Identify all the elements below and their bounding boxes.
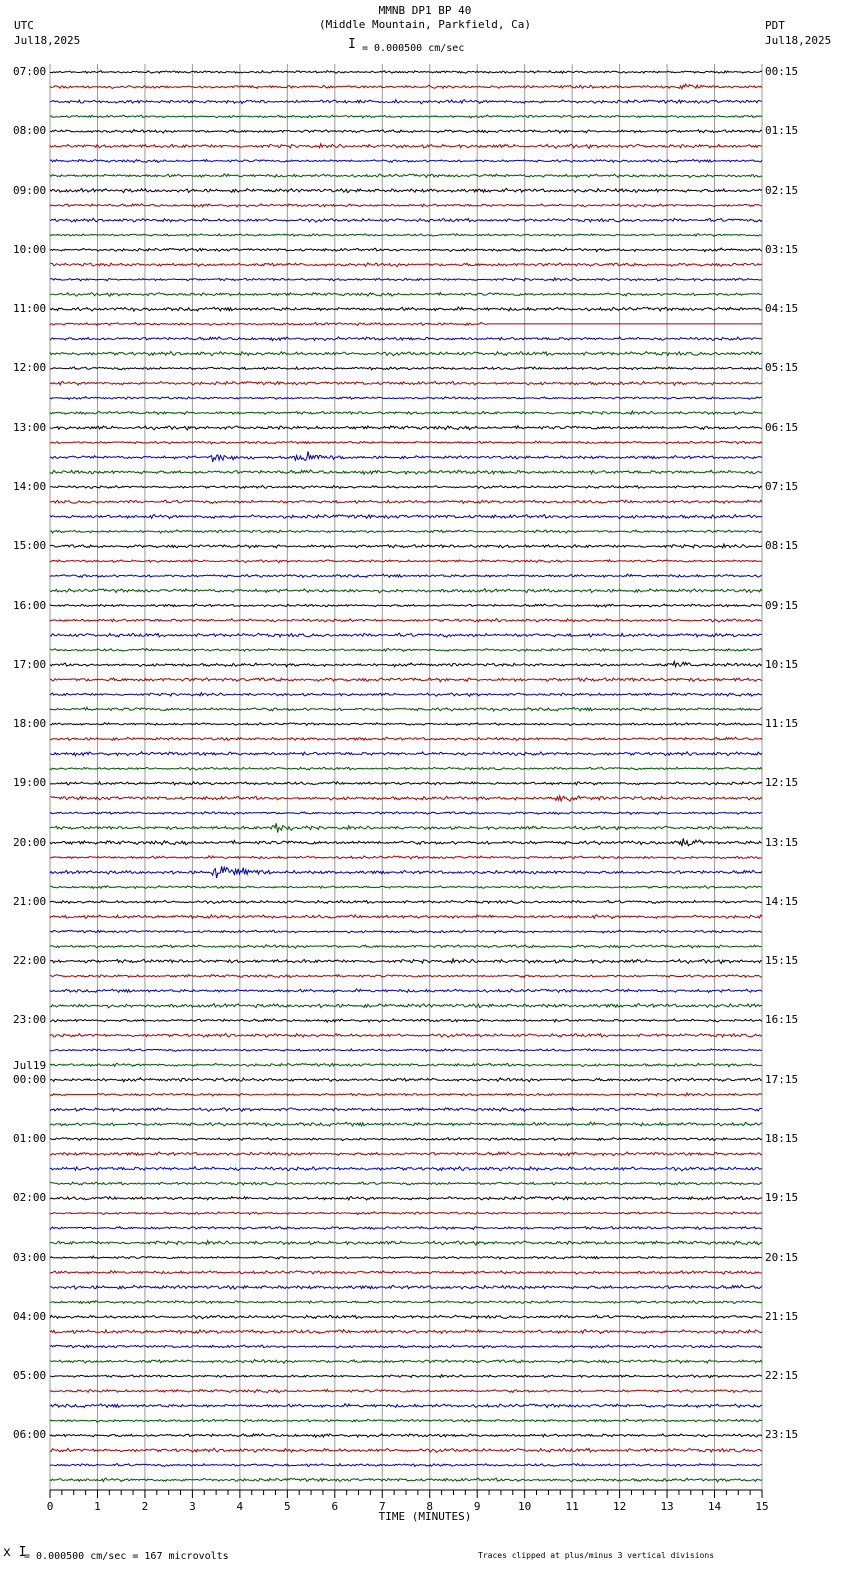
utc-hour-label: 11:00: [13, 302, 47, 316]
clip-note: Traces clipped at plus/minus 3 vertical divisions: [478, 1551, 715, 1560]
x-tick-label: 14: [707, 1500, 722, 1513]
trace-row: [50, 307, 762, 311]
trace-row: [50, 1360, 762, 1364]
utc-hour-label: 09:00: [13, 183, 47, 197]
pdt-hour-label: 08:15: [765, 539, 799, 553]
trace-row: [50, 293, 762, 297]
trace-row: [50, 930, 762, 933]
utc-hour-label: 10:00: [13, 242, 47, 256]
trace-row: [50, 1167, 762, 1171]
trace-row: [50, 130, 762, 134]
trace-row: [50, 263, 762, 267]
trace-row: [50, 1434, 762, 1438]
trace-row: [50, 1448, 762, 1452]
trace-row: [50, 451, 762, 462]
trace-row: [50, 1345, 762, 1348]
utc-hour-label: 16:00: [13, 598, 47, 612]
utc-hour-label: 04:00: [13, 1309, 47, 1323]
utc-hour-label: 08:00: [13, 124, 47, 138]
trace-row: [50, 1122, 762, 1126]
trace-row: [50, 678, 762, 682]
trace-row: [50, 397, 762, 400]
x-tick-label: 1: [94, 1500, 101, 1513]
trace-row: [50, 530, 762, 533]
pdt-hour-label: 20:15: [765, 1250, 799, 1264]
trace-row: [50, 100, 762, 104]
trace-row: [50, 886, 762, 889]
pdt-hour-label: 23:15: [765, 1428, 799, 1442]
trace-row: [50, 470, 762, 474]
x-tick-label: 0: [46, 1500, 54, 1513]
pdt-hour-label: 18:15: [765, 1132, 799, 1146]
trace-row: [50, 1033, 762, 1037]
trace-row: [50, 1478, 762, 1482]
utc-hour-label: 07:00: [13, 65, 47, 78]
utc-hour-label: 23:00: [13, 1013, 47, 1027]
trace-row: [50, 989, 762, 993]
utc-hour-label: 19:00: [13, 776, 47, 790]
utc-hour-label: 15:00: [13, 539, 47, 553]
x-tick-label: 8: [426, 1500, 434, 1513]
trace-row: [50, 500, 762, 504]
trace-row: [50, 1464, 762, 1467]
trace-row: [50, 71, 762, 74]
trace-row: [50, 1330, 762, 1334]
trace-row: [50, 115, 762, 118]
x-tick-label: 7: [378, 1500, 386, 1513]
trace-row: [50, 1152, 762, 1156]
utc-hour-label: 22:00: [13, 954, 47, 968]
trace-row: [50, 959, 762, 964]
pdt-hour-label: 15:15: [765, 954, 799, 968]
trace-row: [50, 1197, 762, 1201]
trace-row: [50, 560, 762, 563]
pdt-hour-label: 02:15: [765, 183, 799, 197]
left-date: Jul18,2025: [14, 34, 81, 47]
trace-row: [50, 515, 762, 519]
left-timezone: UTC: [14, 19, 34, 32]
trace-row: [50, 1108, 762, 1112]
trace-row: [50, 144, 762, 149]
trace-row: [50, 1301, 762, 1304]
pdt-hour-label: 17:15: [765, 1072, 799, 1086]
x-tick-label: 5: [284, 1500, 291, 1513]
trace-row: [50, 693, 762, 697]
trace-row: [50, 1271, 762, 1275]
trace-row: [50, 204, 762, 207]
x-tick-label: 9: [473, 1500, 481, 1513]
trace-row: [50, 823, 762, 832]
utc-hour-label: 18:00: [13, 717, 47, 731]
utc-hour-label: 20:00: [13, 835, 47, 849]
trace-row: [50, 337, 762, 341]
trace-row: [50, 1227, 762, 1230]
pdt-hour-label: 01:15: [765, 124, 799, 138]
trace-row: [50, 589, 762, 593]
trace-row: [50, 1315, 762, 1319]
trace-row: [50, 812, 762, 815]
trace-row: [50, 218, 762, 222]
utc-hour-label: 02:00: [13, 1191, 47, 1205]
x-tick-label: 2: [141, 1500, 149, 1513]
trace-row: [50, 278, 762, 281]
footer-scale-icon: x I: [3, 1545, 27, 1560]
trace-row: [50, 574, 762, 577]
pdt-hour-label: 04:15: [765, 302, 799, 316]
trace-row: [50, 1182, 762, 1185]
pdt-hour-label: 07:15: [765, 479, 799, 493]
x-tick-label: 12: [612, 1500, 627, 1513]
trace-row: [50, 322, 762, 325]
trace-row: [50, 159, 762, 162]
trace-row: [50, 426, 762, 430]
trace-row: [50, 856, 762, 859]
trace-row: [50, 1375, 762, 1378]
trace-row: [50, 441, 762, 444]
trace-row: [50, 796, 762, 801]
trace-row: [50, 174, 762, 178]
trace-row: [50, 649, 762, 652]
trace-row: [50, 1138, 762, 1141]
utc-hour-label: 06:00: [13, 1428, 47, 1442]
pdt-hour-label: 16:15: [765, 1013, 799, 1027]
utc-hour-label: 17:00: [13, 657, 47, 671]
pdt-hour-label: 03:15: [765, 242, 799, 256]
pdt-hour-label: 13:15: [765, 835, 799, 849]
trace-row: [50, 1093, 762, 1096]
pdt-hour-label: 11:15: [765, 717, 799, 731]
utc-hour-label: 13:00: [13, 420, 47, 434]
pdt-hour-label: 12:15: [765, 776, 799, 790]
trace-row: [50, 1004, 762, 1008]
date-change-label: Jul19: [13, 1058, 47, 1072]
chart-subtitle: (Middle Mountain, Parkfield, Ca): [319, 18, 531, 31]
x-tick-label: 3: [189, 1500, 196, 1513]
trace-row: [50, 752, 762, 756]
trace-row: [50, 838, 762, 846]
trace-row: [50, 633, 762, 637]
pdt-hour-label: 06:15: [765, 420, 799, 434]
utc-hour-label: 14:00: [13, 479, 47, 493]
trace-row: [50, 661, 762, 666]
trace-row: [50, 1212, 762, 1215]
right-date: Jul18,2025: [765, 34, 832, 47]
trace-row: [50, 975, 762, 978]
trace-row: [50, 84, 762, 89]
trace-row: [50, 352, 762, 356]
pdt-hour-label: 21:15: [765, 1309, 799, 1323]
trace-row: [50, 367, 762, 370]
trace-row: [50, 1063, 762, 1066]
trace-row: [50, 1404, 762, 1408]
pdt-hour-label: 22:15: [765, 1369, 799, 1383]
trace-row: [50, 544, 762, 548]
trace-row: [50, 866, 762, 878]
trace-row: [50, 248, 762, 252]
x-tick-label: 6: [331, 1500, 339, 1513]
x-tick-label: 15: [755, 1500, 769, 1513]
trace-row: [50, 1241, 762, 1246]
pdt-hour-label: 10:15: [765, 657, 799, 671]
trace-row: [50, 782, 762, 785]
trace-row: [50, 1419, 762, 1422]
trace-row: [50, 234, 762, 237]
utc-hour-label: 00:00: [13, 1072, 47, 1086]
pdt-hour-label: 05:15: [765, 361, 799, 375]
trace-row: [50, 707, 762, 711]
x-tick-label: 4: [236, 1500, 244, 1513]
trace-row: [50, 1389, 762, 1392]
footer-scale-text: = 0.000500 cm/sec = 167 microvolts: [24, 1551, 229, 1562]
x-axis-label: TIME (MINUTES): [378, 1510, 472, 1523]
trace-row: [50, 411, 762, 415]
scale-bar-icon: I: [348, 37, 356, 52]
right-timezone: PDT: [765, 19, 785, 32]
x-tick-label: 13: [660, 1500, 674, 1513]
trace-row: [50, 723, 762, 726]
trace-row: [50, 737, 762, 740]
trace-row: [50, 900, 762, 903]
trace-row: [50, 945, 762, 949]
pdt-hour-label: 19:15: [765, 1191, 799, 1205]
trace-row: [50, 1019, 762, 1022]
trace-row: [50, 619, 762, 623]
scale-text: = 0.000500 cm/sec: [362, 43, 465, 54]
x-tick-label: 10: [518, 1500, 532, 1513]
trace-row: [50, 1256, 762, 1259]
trace-row: [50, 485, 762, 488]
trace-row: [50, 767, 762, 770]
utc-hour-label: 12:00: [13, 361, 47, 375]
trace-row: [50, 1049, 762, 1052]
chart-title: MMNB DP1 BP 40: [378, 4, 472, 17]
trace-row: [50, 188, 762, 192]
x-tick-label: 11: [565, 1500, 579, 1513]
trace-row: [50, 1285, 762, 1289]
trace-row: [50, 604, 762, 607]
trace-row: [50, 1078, 762, 1082]
trace-row: [50, 915, 762, 919]
pdt-hour-label: 09:15: [765, 598, 799, 612]
utc-hour-label: 05:00: [13, 1369, 47, 1383]
utc-hour-label: 01:00: [13, 1132, 47, 1146]
utc-hour-label: 03:00: [13, 1250, 47, 1264]
trace-row: [50, 381, 762, 385]
utc-hour-label: 21:00: [13, 894, 47, 908]
pdt-hour-label: 14:15: [765, 894, 799, 908]
pdt-hour-label: 00:15: [765, 65, 799, 78]
